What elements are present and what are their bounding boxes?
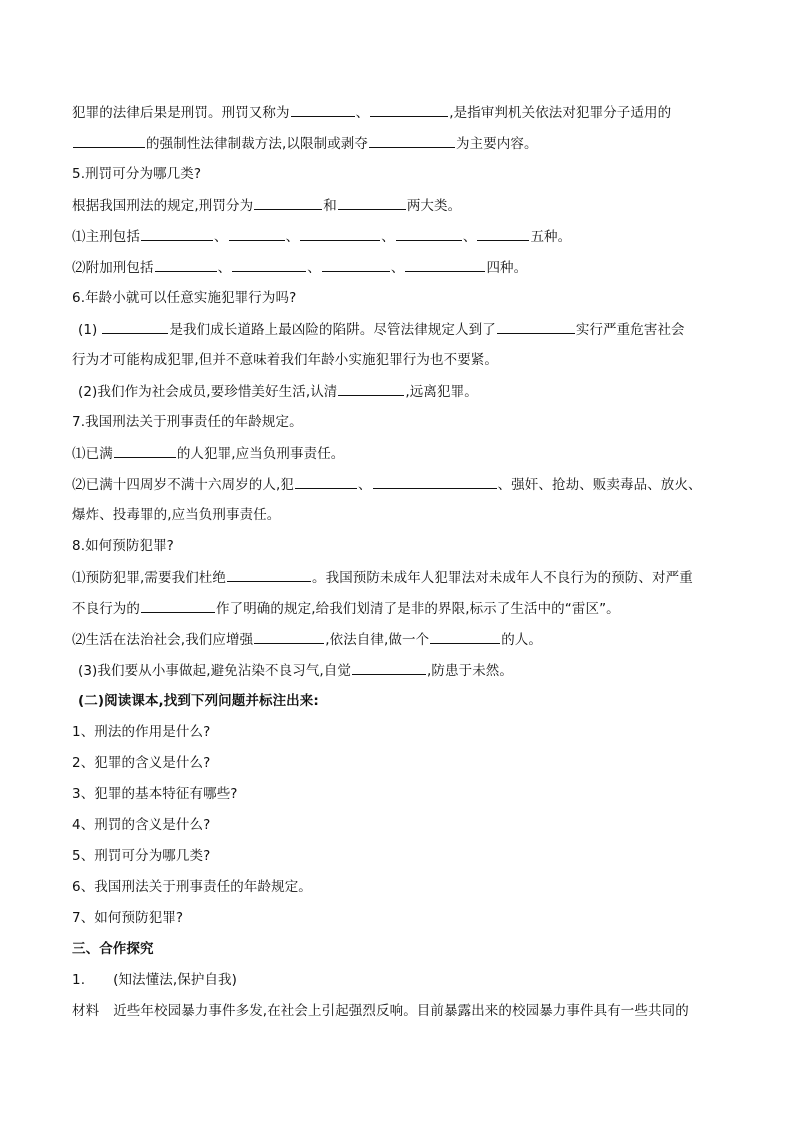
section-heading-cooperative-inquiry: 三、合作探究 (72, 941, 154, 957)
fill-blank[interactable] (338, 381, 404, 396)
line-prevent-crime-cont: 不良行为的 作了明确的规定,给我们划清了是非的界限,标示了生活中的“雷区”。 (72, 598, 620, 619)
fill-blank[interactable] (254, 195, 322, 210)
fill-blank[interactable] (141, 598, 215, 613)
line-cherish-life: (2)我们作为社会成员,要珍惜美好生活,认清 ,远离犯罪。 (78, 381, 478, 402)
line-prevent-crime: ⑴预防犯罪,需要我们杜绝 。我国预防未成年人犯罪法对未成年人不良行为的预防、对严重 (72, 567, 693, 588)
inquiry-item-1: 1. (知法懂法,保护自我) (72, 972, 238, 988)
fill-blank[interactable] (322, 257, 390, 272)
material-paragraph: 材料 近些年校园暴力事件多发,在社会上引起强烈反响。目前暴露出来的校园暴力事件具有一些共同的 (72, 1003, 689, 1019)
fill-blank[interactable] (373, 474, 497, 489)
fill-blank[interactable] (370, 102, 448, 117)
fill-blank[interactable] (300, 226, 380, 241)
line-age-full-responsibility: ⑴已满 的人犯罪,应当负刑事责任。 (72, 443, 344, 464)
review-question-4: 4、刑罚的含义是什么? (72, 817, 211, 833)
fill-blank[interactable] (102, 319, 168, 334)
review-question-7: 7、如何预防犯罪? (72, 910, 184, 926)
fill-blank[interactable] (141, 226, 213, 241)
question-heading-7: 7.我国刑法关于刑事责任的年龄规定。 (72, 414, 303, 430)
line-age-14-16-cont: 爆炸、投毒罪的,应当负刑事责任。 (72, 507, 281, 523)
fill-blank[interactable] (338, 195, 406, 210)
fill-blank[interactable] (232, 257, 306, 272)
review-question-3: 3、犯罪的基本特征有哪些? (72, 786, 238, 802)
question-heading-8: 8.如何预防犯罪? (72, 538, 174, 554)
fill-blank[interactable] (254, 629, 324, 644)
fill-blank[interactable] (396, 226, 462, 241)
fill-blank[interactable] (352, 660, 426, 675)
review-question-1: 1、刑法的作用是什么? (72, 724, 211, 740)
question-heading-5: 5.刑罚可分为哪几类? (72, 166, 202, 182)
review-question-6: 6、我国刑法关于刑事责任的年龄规定。 (72, 879, 312, 895)
fill-blank[interactable] (227, 567, 311, 582)
fill-blank[interactable] (114, 443, 176, 458)
fill-blank[interactable] (291, 102, 355, 117)
line-punishment-definition: 犯罪的法律后果是刑罚。刑罚又称为 、 ,是指审判机关依法对犯罪分子适用的 (72, 102, 671, 123)
line-punishment-types: 根据我国刑法的规定,刑罚分为 和 两大类。 (72, 195, 461, 216)
fill-blank[interactable] (430, 629, 500, 644)
line-small-things: (3)我们要从小事做起,避免沾染不良习气,自觉 ,防患于未然。 (78, 660, 513, 681)
fill-blank[interactable] (229, 226, 285, 241)
fill-blank[interactable] (405, 257, 485, 272)
review-question-2: 2、犯罪的含义是什么? (72, 755, 211, 771)
line-age-14-16: ⑵已满十四周岁不满十六周岁的人,犯 、 、强奸、抢劫、贩卖毒品、放火、 (72, 474, 702, 495)
review-question-5: 5、刑罚可分为哪几类? (72, 848, 211, 864)
line-main-punishments: ⑴主刑包括 、 、 、 、 五种。 (72, 226, 571, 247)
fill-blank[interactable] (477, 226, 529, 241)
fill-blank[interactable] (497, 319, 575, 334)
line-crime-trap: (1) 是我们成长道路上最凶险的陷阱。尽管法律规定人到了 实行严重危害社会 (78, 319, 685, 340)
section-heading-read-textbook: (二)阅读课本,找到下列问题并标注出来: (78, 693, 319, 709)
line-additional-punishments: ⑵附加刑包括 、 、 、 四种。 (72, 257, 527, 278)
line-punishment-content: 的强制性法律制裁方法,以限制或剥夺 为主要内容。 (72, 133, 538, 154)
fill-blank[interactable] (295, 474, 357, 489)
line-crime-trap-cont: 行为才可能构成犯罪,但并不意味着我们年龄小实施犯罪行为也不要紧。 (72, 352, 498, 368)
line-rule-of-law: ⑵生活在法治社会,我们应增强 ,依法自律,做一个 的人。 (72, 629, 542, 650)
fill-blank[interactable] (369, 133, 455, 148)
question-heading-6: 6.年龄小就可以任意实施犯罪行为吗? (72, 290, 297, 306)
fill-blank[interactable] (155, 257, 217, 272)
fill-blank[interactable] (73, 133, 145, 148)
